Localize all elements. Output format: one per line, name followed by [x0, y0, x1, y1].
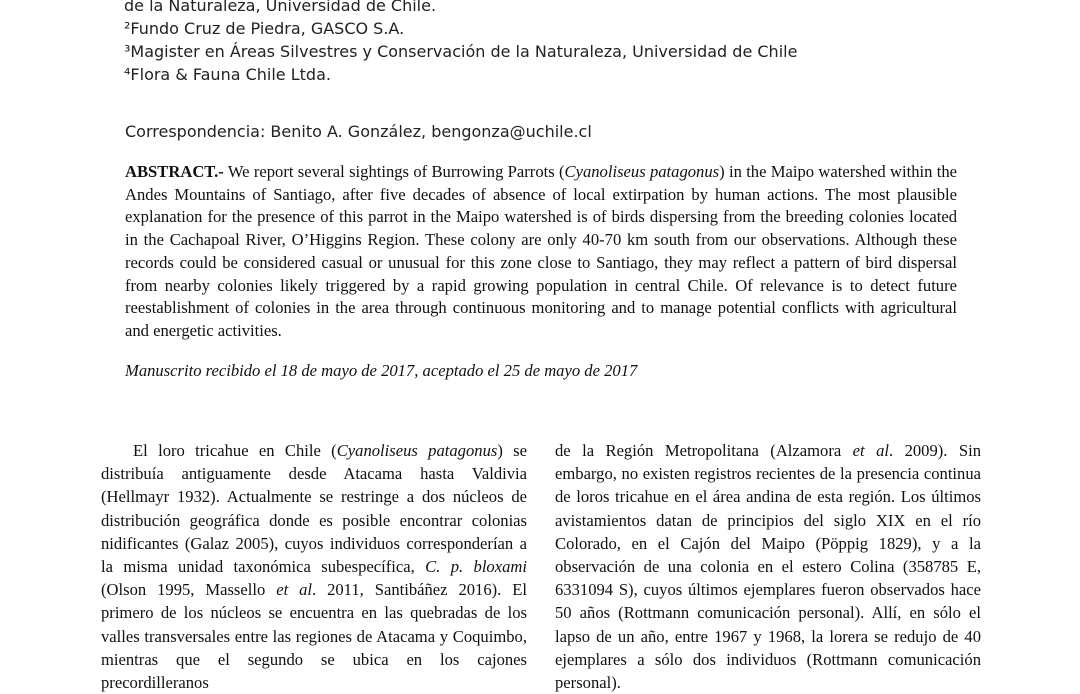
correspondence-line: Correspondencia: Benito A. González, bengonza@uchile.cl — [125, 122, 592, 141]
body-right-etal: et al — [852, 441, 889, 460]
abstract-paragraph — [125, 161, 957, 343]
abstract-species-name: Cyanoliseus patagonus — [564, 162, 720, 181]
body-left-text-3: (Olson 1995, Massello — [101, 580, 277, 600]
affiliation-1-tail: de la Naturaleza, Universidad de Chile. — [124, 0, 437, 15]
abstract-text-1: We report several sightings of Burrowing Parrots ( — [223, 162, 565, 181]
body-left-text-4: . 2011, Santibáñez 2016). El primero de los núcleos se encuentra en las quebradas de los valles transversales entre las regiones de Atacama y Coquimbo, mientras que el segundo se ubica en los cajones precordilleranos — [101, 580, 527, 693]
body-column-right — [555, 439, 981, 694]
body-left-text-2: ) se distribuía antiguamente desde Atacama hasta Valdivia (Hellmayr 1932). Actualmente se restringe a dos núcleos de distribución geográfica donde es posible encontrar colonias nidificantes (Galaz 2005), cuyos individuos corresponderían a la misma unidad taxonómica subespecífica, — [101, 441, 528, 577]
manuscript-received-note: Manuscrito recibido el 18 de mayo de 2017, aceptado el 25 de mayo de 2017 — [125, 361, 638, 380]
body-left-subspecies: C. p. bloxami — [425, 557, 527, 577]
body-left-text-1: El loro tricahue en Chile ( — [133, 441, 337, 460]
body-right-text-1: de la Región Metropolitana (Alzamora — [555, 441, 853, 460]
affiliation-4: ⁴Flora & Fauna Chile Ltda. — [124, 65, 331, 84]
affiliation-2: ²Fundo Cruz de Piedra, GASCO S.A. — [124, 19, 405, 38]
body-column-left — [101, 439, 527, 694]
abstract-text-2: ) in the Maipo watershed within the Andes Mountains of Santiago, after five decades of absence of local extirpation by human actions. The most plausible explanation for the presence of this parrot in the Maipo watershed is of birds dispersing from the breeding colonies located in the Cachapoal River, O’Higgins Region. These colony are only 40-70 km south from our observations. Although these records could be considered casual or unusual for this zone close to Santiago, they may reflect a pattern of bird dispersal from nearby colonies likely triggered by a rapid growing population in central Chile. Of relevance is to detect future reestablishment of colonies in the area through continuous monitoring and to manage potential conflicts with agricultural and energetic activities. — [125, 162, 957, 340]
affiliations-block — [124, 0, 1024, 86]
body-left-species: Cyanoliseus patagonus — [336, 441, 498, 460]
affiliation-3: ³Magister en Áreas Silvestres y Conservación de la Naturaleza, Universidad de Chile — [124, 42, 798, 61]
body-left-etal: et al — [276, 580, 313, 600]
body-right-text-2: . 2009). Sin embargo, no existen registros recientes de la presencia continua de loros tricahue en el área andina de esta región. Los últimos avistamientos datan de principios del siglo XIX en el río Colorado, en el Cajón del Maipo (Pöppig 1829), y a la observación de una colonia en el estero Colina (358785 E, 6331094 S), cuyos últimos ejemplares fueron observados hace 50 años (Rottmann comunicación personal). Allí, en sólo el lapso de un año, entre 1967 y 1968, la lorera se redujo de 40 ejemplares a sólo dos individuos (Rottmann comunicación personal). — [555, 441, 981, 693]
abstract-label: ABSTRACT.- — [125, 162, 224, 181]
